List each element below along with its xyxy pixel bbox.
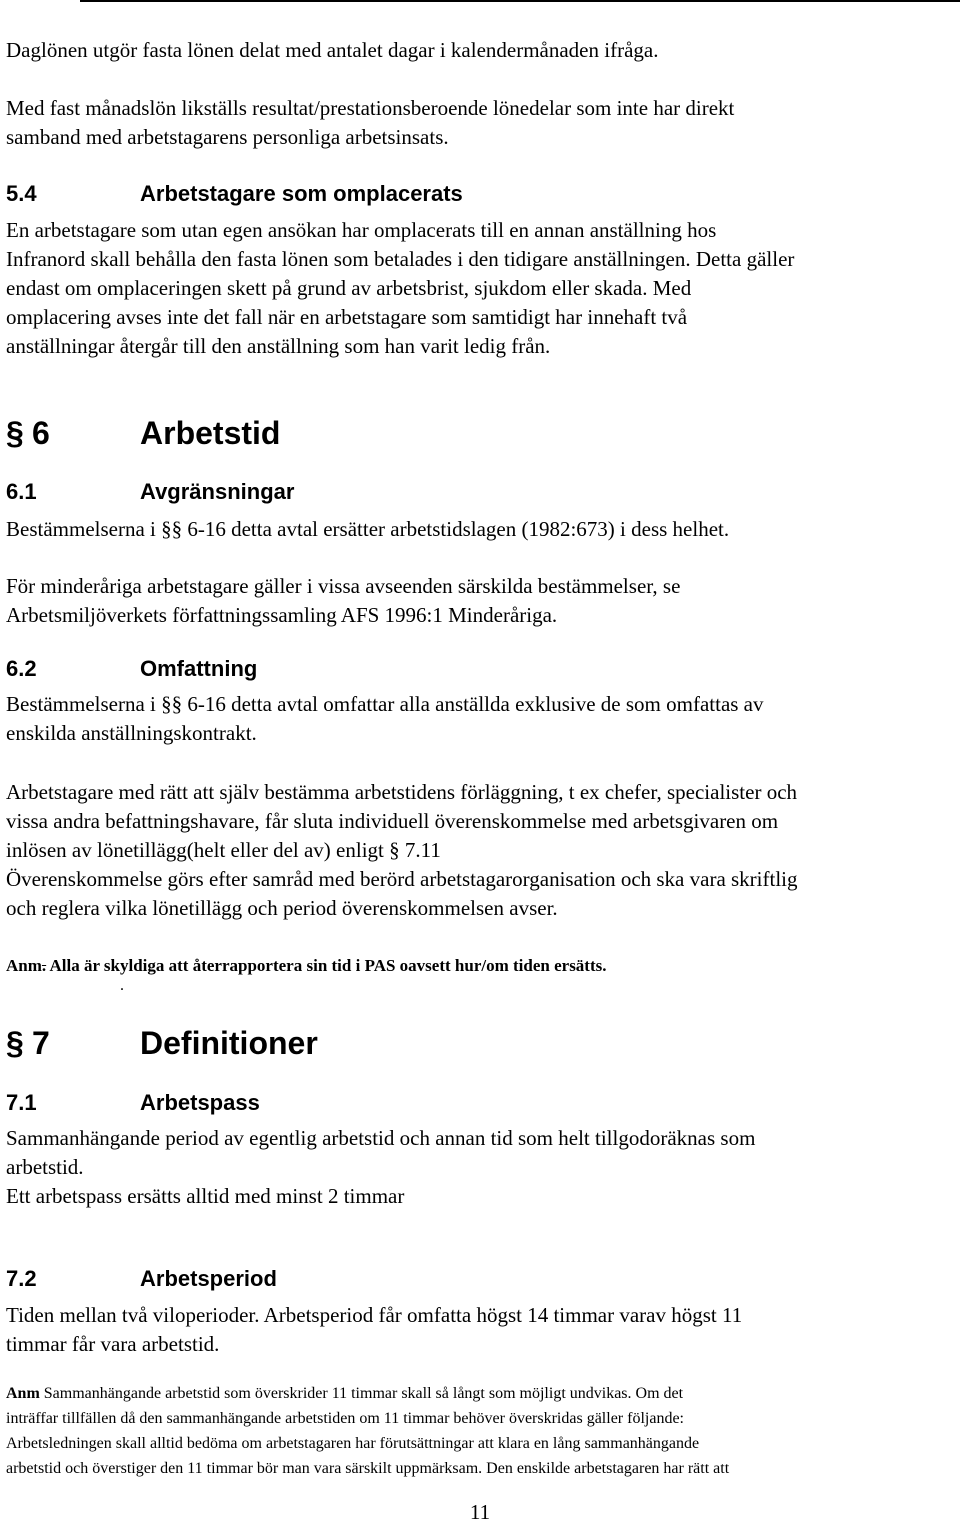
paragraph-fast-manadslon-line2: samband med arbetstagarens personliga arbetsinsats. [6,125,449,149]
top-rule [80,0,960,2]
note-anm-arbetstid-line1 [6,1381,683,1406]
section-7-2-heading [6,1265,277,1293]
note-anm-arbetstid-line3: Arbetsledningen skall alltid bedöma om arbetstagaren har förutsättningar att klara en lång sammanhängande [6,1435,700,1452]
chapter-number: 7 [32,1025,50,1061]
section-number: 7.2 [6,1266,37,1291]
paragraph-7-2-line2: timmar får vara arbetstid. [6,1332,220,1356]
note-struck-dot: . [41,956,47,975]
note-anm-arbetstid-line2: inträffar tillfällen då den sammanhängande arbetstiden om 11 timmar behöver överskridas gäller följande: [6,1410,684,1427]
section-title: Avgränsningar [140,479,295,504]
paragraph-fast-manadslon-line1: Med fast månadslön likställs resultat/prestationsberoende lönedelar som inte har direkt [6,96,735,120]
section-number: 7.1 [6,1090,37,1115]
paragraph-6-2a-line1: Bestämmelserna i §§ 6-16 detta avtal omfattar alla anställda exklusive de som omfattas av [6,692,764,716]
section-title: Arbetstagare som omplacerats [140,181,463,206]
paragraph-7-2-line1: Tiden mellan två viloperioder. Arbetsperiod får omfatta högst 14 timmar varav högst 11 [6,1303,743,1327]
paragraph-6-1b-line1: För minderåriga arbetstagare gäller i vissa avseenden särskilda bestämmelser, se [6,574,681,598]
paragraph-7-1-line2: arbetstid. [6,1155,84,1179]
paragraph-5-4-line3: endast om omplaceringen skett på grund av arbetsbrist, sjukdom eller skada. Med [6,276,692,300]
paragraph-6-2b-line5: och reglera vilka lönetillägg och period överenskommelsen avser. [6,896,558,920]
paragraph-6-2b-line3: inlösen av lönetillägg(helt eller del av) enligt § 7.11 [6,838,441,862]
paragraph-6-2b-line4: Överenskommelse görs efter samråd med berörd arbetstagarorganisation och ska vara skriftlig [6,867,798,891]
paragraph-sign: § [6,415,24,451]
paragraph-5-4-line2: Infranord skall behålla den fasta lönen som betalades i den tidigare anställningen. Detta gäller [6,247,795,271]
paragraph-5-4-line4: omplacering avses inte det fall när en arbetstagare som samtidigt har innehaft två [6,305,688,329]
note-label: Anm [6,1385,40,1402]
section-number: 6.1 [6,479,37,504]
section-title: Arbetsperiod [140,1266,277,1291]
paragraph-sign: § [6,1025,24,1061]
section-number: 5.4 [6,181,37,206]
section-5-4-heading [6,180,463,208]
section-title: Arbetspass [140,1090,260,1115]
chapter-title: Definitioner [140,1025,318,1061]
section-title: Omfattning [140,656,258,681]
chapter-6-heading [6,413,280,453]
paragraph-6-2a-line2: enskilda anställningskontrakt. [6,721,257,745]
paragraph-daglon: Daglönen utgör fasta lönen delat med antalet dagar i kalendermånaden ifråga. [6,38,659,62]
section-number: 6.2 [6,656,37,681]
note-anm-report [6,953,607,978]
page-number: 11 [469,1500,491,1524]
note-text-line1: Sammanhängande arbetstid som överskrider 11 timmar skall så långt som möjligt undvikas. Om det [39,1385,684,1402]
section-6-2-heading [6,655,257,683]
paragraph-6-2b-line1: Arbetstagare med rätt att själv bestämma arbetstidens förläggning, t ex chefer, specialister och [6,780,798,804]
paragraph-5-4-line1: En arbetstagare som utan egen ansökan har omplacerats till en annan anställning hos [6,218,717,242]
section-7-1-heading [6,1089,260,1117]
paragraph-7-1-line1: Sammanhängande period av egentlig arbetstid och annan tid som helt tillgodoräknas som [6,1126,756,1150]
chapter-number: 6 [32,415,50,451]
paragraph-7-1-line3: Ett arbetspass ersätts alltid med minst 2 timmar [6,1184,405,1208]
stray-dot: . [120,977,124,994]
note-text: Alla är skyldiga att återrapportera sin tid i PAS oavsett hur/om tiden ersätts. [46,956,607,975]
chapter-title: Arbetstid [140,415,281,451]
paragraph-6-1b-line2: Arbetsmiljöverkets författningssamling AFS 1996:1 Minderåriga. [6,603,558,627]
note-label: Anm [6,956,42,975]
paragraph-6-1a: Bestämmelserna i §§ 6-16 detta avtal ersätter arbetstidslagen (1982:673) i dess helhet. [6,517,730,541]
note-anm-arbetstid-line4: arbetstid och överstiger den 11 timmar bör man vara särskilt uppmärksam. Den enskilde arbetstagaren har rätt att [6,1460,730,1477]
chapter-7-heading [6,1023,318,1063]
paragraph-5-4-line5: anställningar återgår till den anställning som han varit ledig från. [6,334,551,358]
section-6-1-heading [6,478,294,506]
paragraph-6-2b-line2: vissa andra befattningshavare, får sluta individuell överenskommelse med arbetsgivaren om [6,809,779,833]
